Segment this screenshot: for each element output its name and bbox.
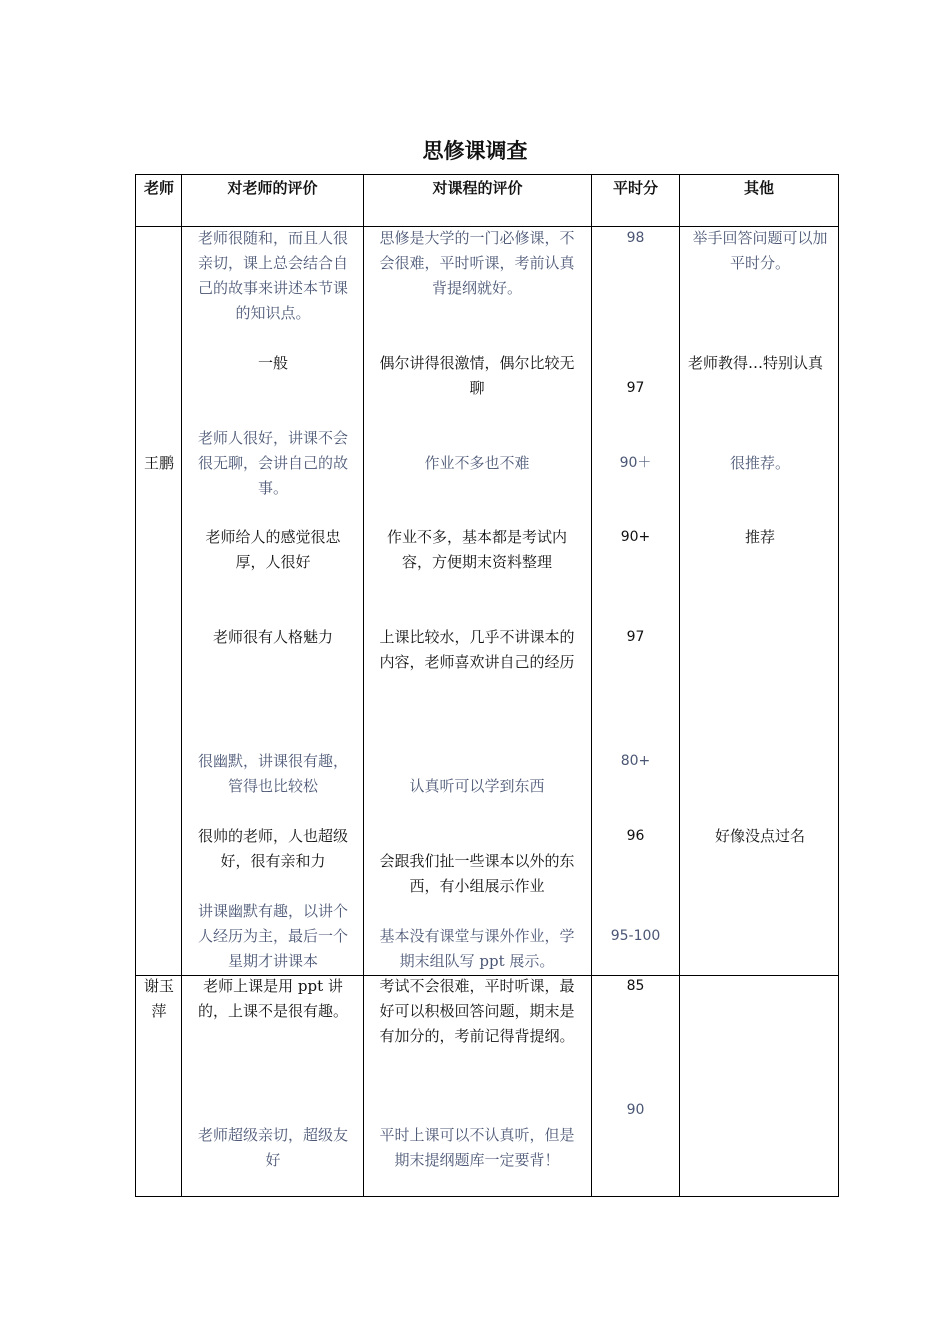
page-title: 思修课调查 (422, 139, 528, 163)
header-teacher: 老师 (143, 179, 174, 197)
teacher-eval-cell: 老师很有人格魅力 (212, 628, 333, 646)
course-eval-cell: 认真听可以学到东西 (409, 777, 545, 795)
teacher-eval-cell: 老师很随和，而且人很亲切，课上总会结合自己的故事来讲述本节课的知识点。 (197, 229, 348, 322)
score-cell: 90 (626, 1102, 645, 1118)
score-cell: 96 (626, 828, 645, 844)
teacher-eval-cell: 老师超级亲切，超级友好 (197, 1126, 348, 1169)
score-cell: 90＋ (619, 455, 652, 471)
course-eval-cell: 偶尔讲得很激情，偶尔比较无聊 (379, 354, 575, 397)
column-divider (591, 175, 592, 1196)
score-cell: 97 (626, 629, 645, 645)
course-eval-cell: 作业不多，基本都是考试内容，方便期末资料整理 (386, 528, 567, 571)
teacher-eval-cell: 老师上课是用 ppt 讲的，上课不是很有趣。 (197, 977, 348, 1020)
score-cell: 95-100 (610, 928, 661, 944)
course-eval-cell: 作业不多也不难 (424, 454, 530, 472)
teacher-eval-cell: 很幽默，讲课很有趣，管得也比较松 (197, 752, 348, 795)
teacher-name-cell: 谢玉萍 (144, 977, 175, 1020)
column-divider (679, 175, 680, 1196)
column-divider (181, 175, 182, 1196)
survey-table (135, 174, 839, 1197)
header-score: 平时分 (612, 179, 658, 197)
course-eval-cell: 考试不会很难，平时听课，最好可以积极回答问题，期末是有加分的，考前记得背提纲。 (379, 977, 575, 1045)
course-eval-cell: 基本没有课堂与课外作业，学期末组队写 ppt 展示。 (379, 927, 575, 970)
other-cell: 老师教得…特别认真 (688, 354, 824, 372)
score-cell: 90+ (620, 529, 651, 545)
course-eval-cell: 思修是大学的一门必修课，不会很难，平时听课，考前认真背提纲就好。 (379, 229, 575, 297)
header-other: 其他 (743, 179, 774, 197)
header-teacher-eval: 对老师的评价 (227, 179, 318, 197)
other-cell: 好像没点过名 (714, 827, 805, 845)
course-eval-cell: 平时上课可以不认真听，但是期末提纲题库一定要背！ (379, 1126, 575, 1169)
teacher-eval-cell: 老师人很好，讲课不会很无聊，会讲自己的故事。 (197, 429, 348, 497)
column-divider (363, 175, 364, 1196)
score-cell: 80+ (620, 753, 651, 769)
score-cell: 98 (626, 230, 645, 246)
score-cell: 97 (626, 380, 645, 396)
other-cell: 举手回答问题可以加平时分。 (692, 229, 828, 272)
teacher-eval-cell: 讲课幽默有趣，以讲个人经历为主，最后一个星期才讲课本 (197, 902, 348, 970)
course-eval-cell: 会跟我们扯一些课本以外的东西，有小组展示作业 (379, 852, 575, 895)
other-cell: 推荐 (744, 528, 775, 546)
teacher-eval-cell: 一般 (257, 354, 288, 372)
header-course-eval: 对课程的评价 (432, 179, 523, 197)
other-cell: 很推荐。 (729, 454, 790, 472)
score-cell: 85 (626, 978, 645, 994)
teacher-eval-cell: 很帅的老师，人也超级好，很有亲和力 (197, 827, 348, 870)
course-eval-cell: 上课比较水，几乎不讲课本的内容，老师喜欢讲自己的经历 (379, 628, 575, 671)
teacher-eval-cell: 老师给人的感觉很忠厚，人很好 (205, 528, 341, 571)
teacher-name-cell: 王鹏 (144, 454, 175, 472)
